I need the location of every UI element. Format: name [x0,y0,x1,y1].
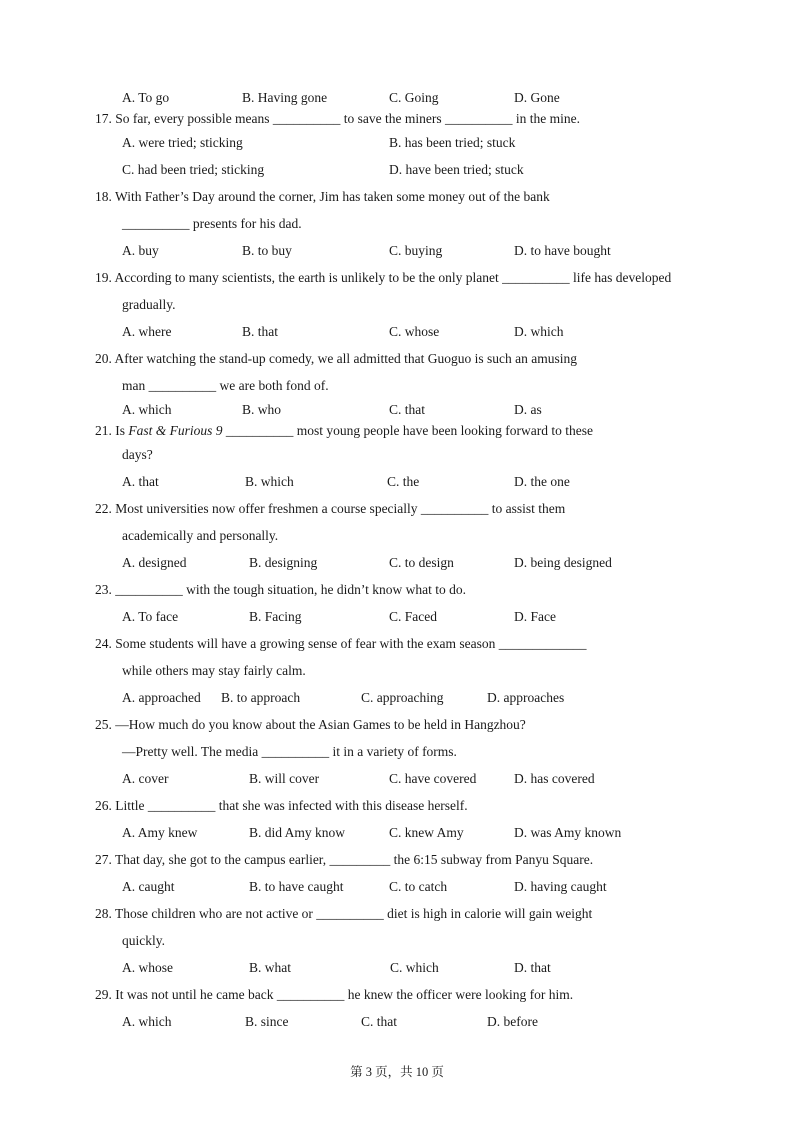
q26-option-d: D. was Amy known [514,825,622,840]
q20-option-c: C. that [389,402,425,417]
q23-option-b: B. Facing [249,609,302,624]
q17-option-c: C. had been tried; sticking [122,162,265,177]
q20-option-d: D. as [514,402,542,417]
q23-option-d: D. Face [514,609,556,624]
q21-movie-title: Fast & Furious 9 [128,423,223,438]
q19-stem-line2: gradually. [122,297,176,312]
q21-stem-line1 [95,423,593,439]
page-number-footer: 第 3 页，共 10 页 [350,1065,444,1079]
q29-option-a: A. which [122,1014,172,1029]
q24-stem-line1: 24. Some students will have a growing sense of fear with the exam season _____________ [95,636,587,651]
q25-option-d: D. has covered [514,771,595,786]
q23-option-a: A. To face [122,609,179,624]
q29-option-d: D. before [487,1014,538,1029]
q17-option-d: D. have been tried; stuck [389,162,524,177]
q21-option-c: C. the [387,474,420,489]
q25-option-b: B. will cover [249,771,320,786]
q16-option-c: C. Going [389,90,439,105]
q26-option-b: B. did Amy know [249,825,346,840]
q22-option-d: D. being designed [514,555,612,570]
q17-option-a: A. were tried; sticking [122,135,243,150]
q20-stem-line2: man __________ we are both fond of. [122,378,329,393]
q26-option-a: A. Amy knew [122,825,198,840]
q27-option-d: D. having caught [514,879,607,894]
q21-stem-prefix: 21. Is [95,423,129,438]
q17-stem: 17. So far, every possible means __________ to save the miners __________ in the mine. [95,111,581,126]
q16-option-b: B. Having gone [242,90,328,105]
q21-option-a: A. that [122,474,159,489]
q16-option-a: A. To go [122,90,170,105]
q18-option-c: C. buying [389,243,443,258]
q25-option-a: A. cover [122,771,169,786]
q26-option-c: C. knew Amy [389,825,464,840]
q23-option-c: C. Faced [389,609,437,624]
q21-stem-suffix: __________ most young people have been looking forward to these [222,423,593,438]
q22-option-a: A. designed [122,555,187,570]
q23-stem: 23. __________ with the tough situation, he didn’t know what to do. [95,582,466,597]
q28-option-c: C. which [390,960,439,975]
q28-option-a: A. whose [122,960,173,975]
q18-option-a: A. buy [122,243,159,258]
q28-stem-line2: quickly. [122,933,165,948]
q19-option-d: D. which [514,324,564,339]
q27-option-b: B. to have caught [249,879,344,894]
q19-stem-line1: 19. According to many scientists, the earth is unlikely to be the only planet __________ life has developed [95,270,672,285]
q29-stem: 29. It was not until he came back __________ he knew the officer were looking for him. [95,987,574,1002]
q20-option-b: B. who [242,402,282,417]
q20-option-a: A. which [122,402,172,417]
q27-option-c: C. to catch [389,879,448,894]
q25-option-c: C. have covered [389,771,477,786]
q27-option-a: A. caught [122,879,175,894]
q18-option-b: B. to buy [242,243,292,258]
q21-stem-line2: days? [122,447,153,462]
q18-option-d: D. to have bought [514,243,611,258]
q24-option-b: B. to approach [221,690,301,705]
q22-option-c: C. to design [389,555,454,570]
q29-option-b: B. since [245,1014,289,1029]
q19-option-c: C. whose [389,324,440,339]
q28-option-b: B. what [249,960,291,975]
q16-option-d: D. Gone [514,90,560,105]
q22-stem-line1: 22. Most universities now offer freshmen a course specially __________ to assist them [95,501,566,516]
q20-stem-line1: 20. After watching the stand-up comedy, we all admitted that Guoguo is such an amusing [95,351,578,366]
q21-option-b: B. which [245,474,294,489]
q29-option-c: C. that [361,1014,397,1029]
q27-stem: 27. That day, she got to the campus earlier, _________ the 6:15 subway from Panyu Square. [95,852,594,867]
q19-option-b: B. that [242,324,278,339]
q28-stem-line1: 28. Those children who are not active or __________ diet is high in calorie will gain weight [95,906,593,921]
q24-option-c: C. approaching [361,690,444,705]
q18-stem-line1: 18. With Father’s Day around the corner, Jim has taken some money out of the bank [95,189,550,204]
q26-stem: 26. Little __________ that she was infected with this disease herself. [95,798,468,813]
q22-option-b: B. designing [249,555,318,570]
q21-option-d: D. the one [514,474,570,489]
q19-option-a: A. where [122,324,172,339]
q25-stem-line2: —Pretty well. The media __________ it in a variety of forms. [122,744,457,759]
q24-option-d: D. approaches [487,690,565,705]
q25-stem-line1: 25. —How much do you know about the Asian Games to be held in Hangzhou? [95,717,526,732]
q24-option-a: A. approached [122,690,201,705]
q17-option-b: B. has been tried; stuck [389,135,516,150]
q24-stem-line2: while others may stay fairly calm. [122,663,306,678]
q18-stem-line2: __________ presents for his dad. [122,216,302,231]
q28-option-d: D. that [514,960,551,975]
q22-stem-line2: academically and personally. [122,528,279,543]
